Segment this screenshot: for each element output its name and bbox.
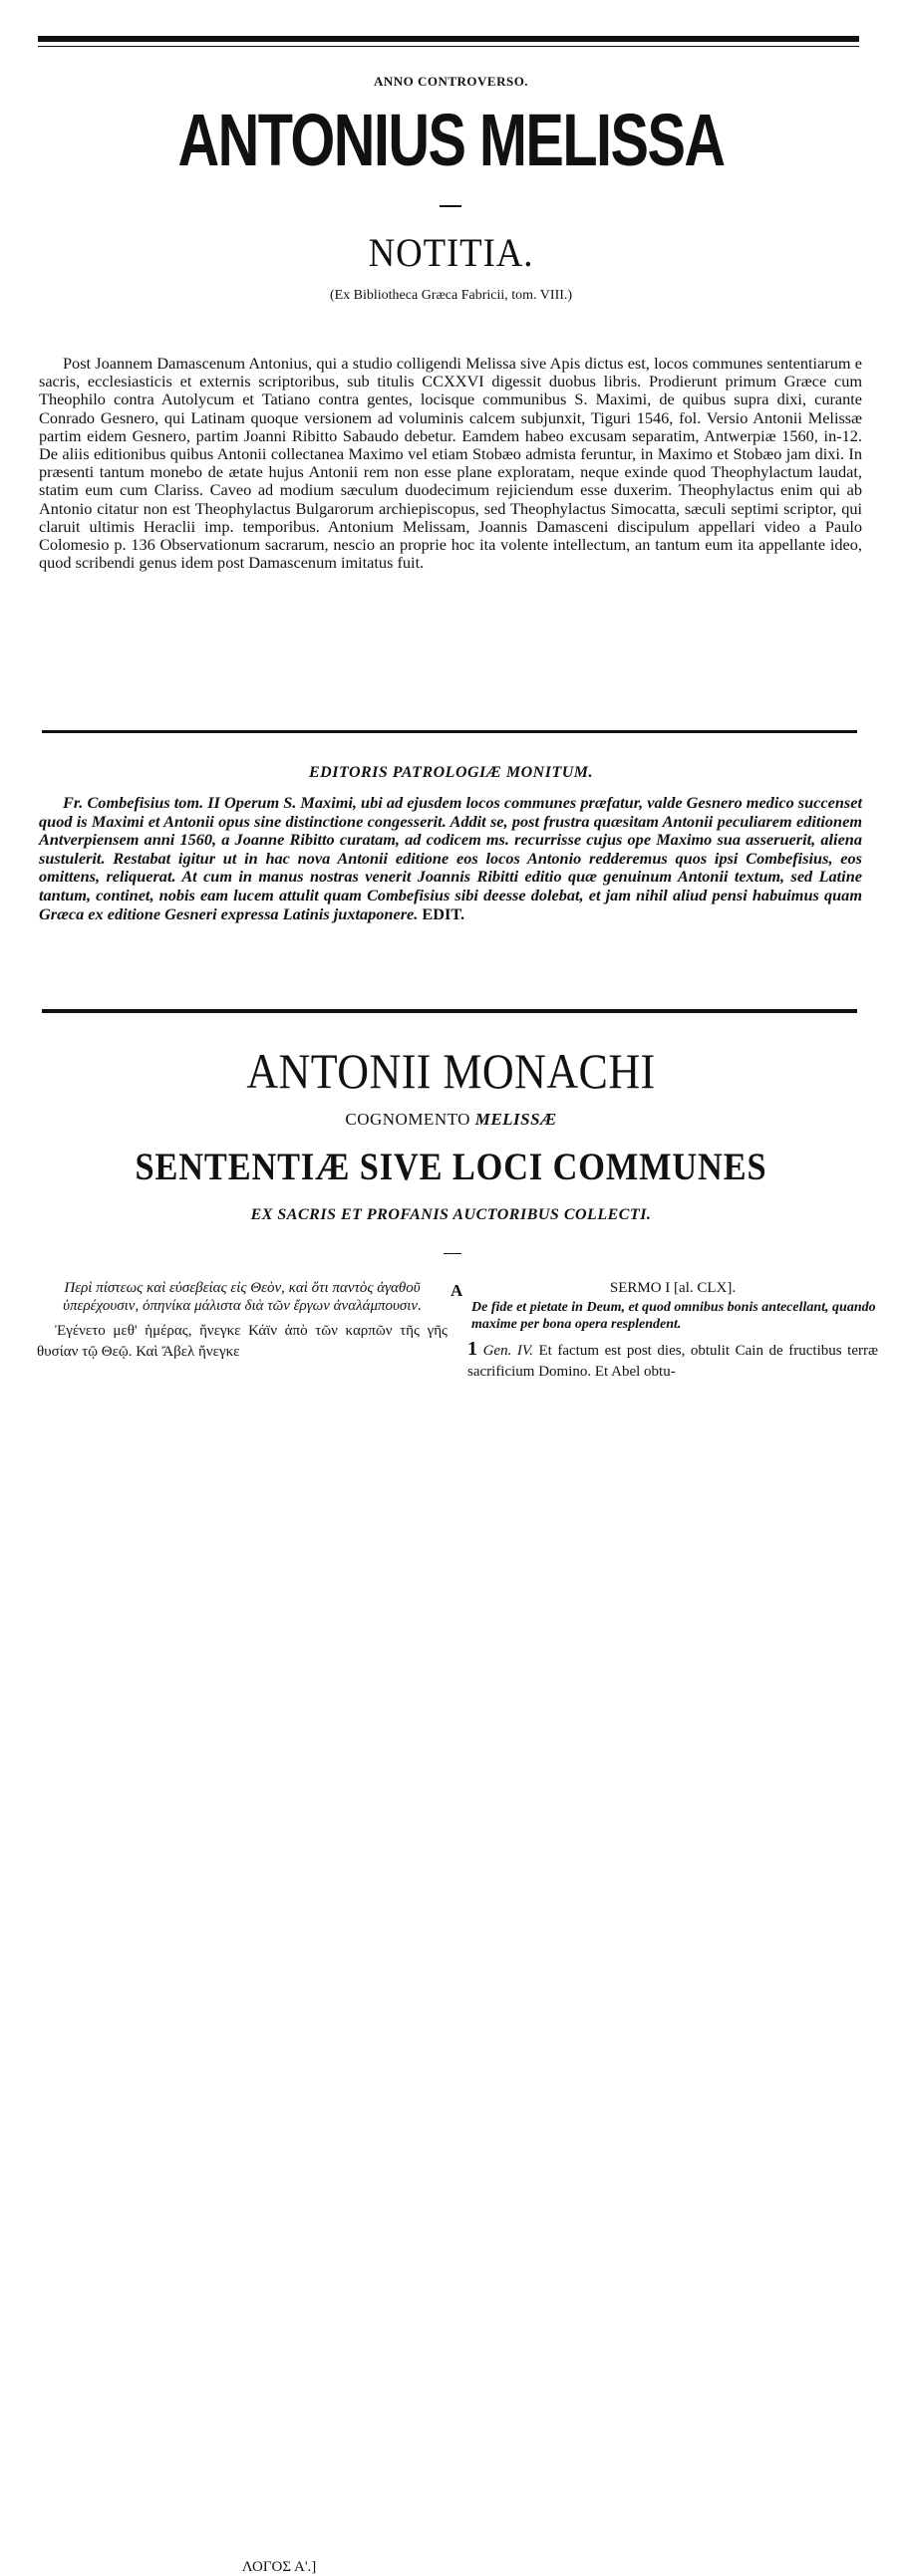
page-title: ANTONIUS MELISSA xyxy=(177,99,725,181)
top-rule-thin xyxy=(38,46,859,47)
latin-title: De fide et pietate in Deum, et quod omnibus bonis antecellant, quando maxime per bona opera resplendent. xyxy=(471,1300,876,1332)
section-dash xyxy=(444,1253,461,1254)
notitia-paragraph: Post Joannem Damascenum Antonius, qui a studio colligendi Melissa sive Apis dictus est, locos communes sententiarum e sacris, ecclesiasticis et externis scriptoribus, sub titulis CCXXVI digessit duobus libris. Prodierunt primum Græce cum Theophilo contra Autolycum et Tatiano contra gentes, locisque communibus S. Maximi, de quibus supra dixi, curante Conrado Gesnero, qui Latinam quoque versionem ad voluminis calcem subjunxit, Tiguri 1546, fol. Versio Antonii Melissæ partim eidem Gesnero, partim Joanni Ribitto Sabaudo debetur. Eamdem habeo excusam separatim, Antwerpiæ 1560, in-12. De aliis editionibus quibus Antonii collectanea Maximo vel etiam Stobæo admista feruntur, in Maximo et Stobæo jam dixi. In præsenti tantum monebo de ætate hujus Antonii rem non esse plane exploratam, neque exinde quod Theophylactum laudat, statim eum cum Clariss. Caveo ad modium sæculum duodecimum rejiciendum esse duxerim. Theophylactus enim qui ab Antonio citatur non est Theophylactus Bulgarorum archiepiscopus, sed Theophylactus Simocatta, sæculi septimi scriptor, qui claruit ultimis Heraclii imp. temporibus. Antonium Melissam, Joannis Damasceni discipulum appellari video a Paulo Colomesio p. 136 Observationum sacrarum, nescio an proprie hoc ita volente intellectum, an tantum eum ita appellante ideo, quod scribendi genus idem post Damascenum imitatus fuit. xyxy=(39,354,862,573)
cognomento-label: COGNOMENTO xyxy=(345,1110,470,1129)
cognomento-line xyxy=(0,1110,902,1130)
greek-heading: ΛΟΓΟΣ Α'.] xyxy=(241,2559,317,2575)
greek-text: Ἐγένετο μεθ' ἡμέρας, ἤνεγκε Κάϊν ἀπὸ τῶν καρπῶν τῆς γῆς θυσίαν τῷ Θεῷ. Καὶ Ἄβελ ἤνεγκε xyxy=(37,1323,448,1360)
monitum-paragraph xyxy=(39,794,862,923)
latin-ref: Gen. IV. xyxy=(482,1343,533,1359)
work-title: ANTONII MONACHI xyxy=(246,1043,656,1099)
latin-text: Et factum est post dies, obtulit Cain de fructibus terræ sacrificium Domino. Et Abel obtu- xyxy=(467,1343,878,1380)
latin-heading: SERMO I [al. CLX]. xyxy=(609,1280,737,1296)
latin-column xyxy=(467,1279,878,1383)
monitum-text: Fr. Combefisius tom. II Operum S. Maximi, ubi ad ejusdem locos communes præfatur, valde Gesnero medico succenset quod is Maximi et Antonii opus sine distinctione congesserit. Addit se, post frustra quæsitam Antonii peculiarem editionem Antverpiensem anni 1560, a Joanne Ribitto curatam, ad codicem ms. recurrisse cujus ope Maximo sua asseruerit, aliena sustulerit. Restabat igitur ut in hac nova Antonii editione eos locos Antonio redderemus quos ipsi Combefisius, eos omittens, reliquerat. At cum in manus nostras venerit Joannis Ribitti editio quæ genuinum Antonii textum, sed Latine tantum, continet, nobis eam lucem attulit quam Combefisius sibi deesse dolebat, et jam nihil aliud pensi habuimus quam Græca ex editione Gesneri expressa Latinis juxtaponere. xyxy=(39,793,862,923)
latin-text-block xyxy=(467,1339,878,1383)
source-note: (Ex Bibliotheca Græca Fabricii, tom. VIII.) xyxy=(329,288,573,303)
monitum-signature: EDIT. xyxy=(422,903,465,923)
monitum-rule xyxy=(42,730,857,733)
notitia-heading: NOTITIA. xyxy=(368,230,534,275)
cognomen: MELISSÆ xyxy=(474,1110,557,1129)
greek-column xyxy=(37,1279,448,2575)
greek-title: Περὶ πίστεως καὶ εὐσεβείας εἰς Θεὸν, καὶ ὅτι παντὸς ἀγαθοῦ ὑπερέχουσιν, ὁπηνίκα μάλιστα διὰ τῶν ἔργων ἀναλάμπουσιν. xyxy=(63,1280,422,1314)
title-dash xyxy=(440,205,461,207)
work-subtitle: SENTENTIÆ SIVE LOCI COMMUNES xyxy=(135,1146,767,1188)
top-rule xyxy=(38,36,859,42)
work-collecti: EX SACRIS ET PROFANIS AUCTORIBUS COLLECTI. xyxy=(250,1206,652,1223)
latin-number: 1 xyxy=(467,1338,477,1360)
monitum-heading: EDITORIS PATROLOGIÆ MONITUM. xyxy=(309,764,593,781)
column-marker: A xyxy=(451,1281,463,1300)
work-rule xyxy=(42,1009,857,1013)
anno-label: ANNO CONTROVERSO. xyxy=(373,74,529,89)
